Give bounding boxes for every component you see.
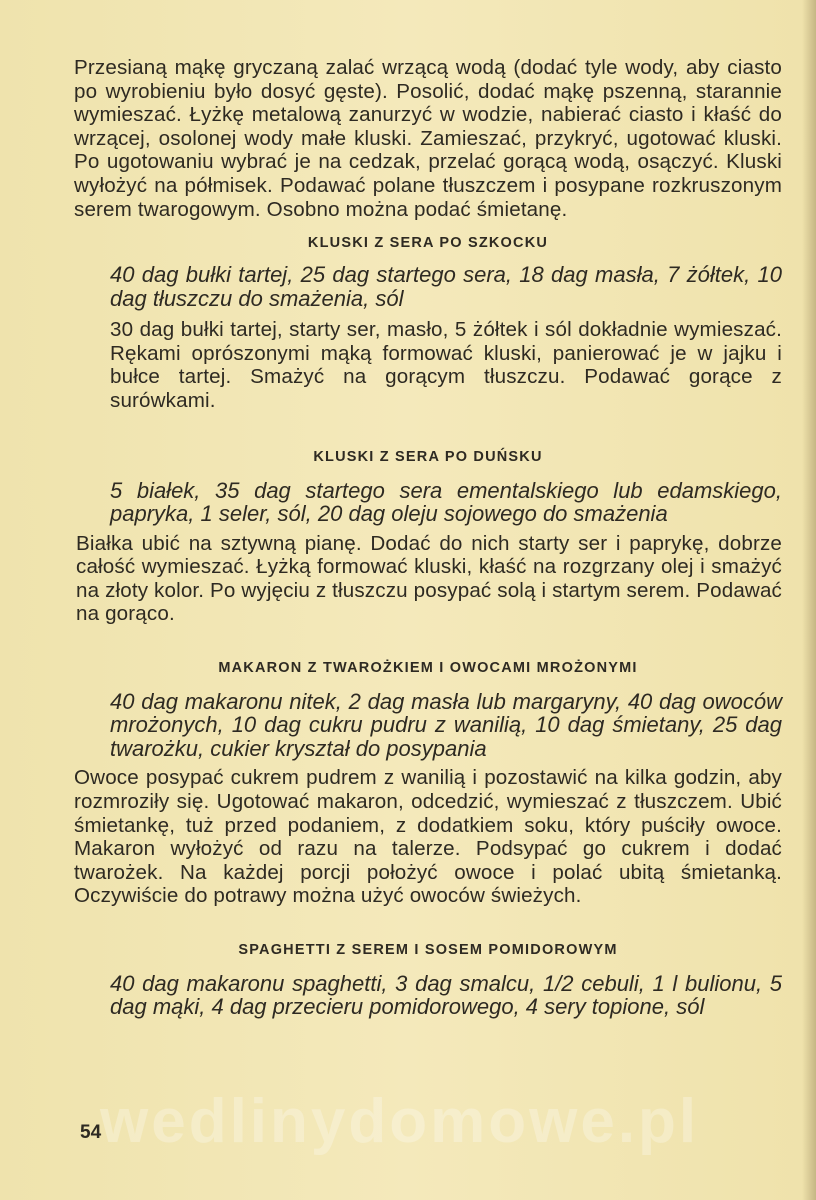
recipe-ingredients: 5 białek, 35 dag startego sera ementalskiego lub edamskiego, papryka, 1 seler, sól, 20 dag oleju sojowego do smażenia	[110, 477, 782, 527]
recipe-title: KLUSKI Z SERA PO SZKOCKU	[307, 235, 549, 252]
recipe-method: Owoce posypać cukrem pudrem z wanilią i pozostawić na kilka godzin, aby rozmroziły się. Ugotować makaron, odcedzić, wymieszać z tłuszczem. Ubić śmietankę, tuż przed podaniem, z dodatkiem soku, który puściły owoce. Makaron wyłożyć od razu na talerze. Podsypać go cukrem i dodać twarożek. Na każdej porcji położyć owoce i polać ubitą śmietanką. Oczywiście do potrawy można użyć owoców świeżych.	[74, 766, 782, 908]
page-content	[74, 56, 782, 1019]
recipe-method: Białka ubić na sztywną pianę. Dodać do nich starty ser i paprykę, dobrze całość wymieszać. Łyżką formować kluski, kłaść na rozgrzany olej i smażyć na złoty kolor. Po wyjęciu z tłuszczu posypać solą i startym serem. Podawać na gorąco.	[76, 531, 782, 626]
recipe-title: MAKARON Z TWAROŻKIEM I OWOCAMI MROŻONYMI	[218, 659, 638, 676]
recipe-ingredients: 40 dag bułki tartej, 25 dag startego sera, 18 dag masła, 7 żółtek, 10 dag tłuszczu do smażenia, sól	[110, 262, 782, 311]
recipe-method: 30 dag bułki tartej, starty ser, masło, 5 żółtek i sól dokładnie wymieszać. Rękami oprószonymi mąką formować kluski, panierować je w jajku i bułce tartej. Smażyć na gorącym tłuszczu. Podawać gorące z surówkami.	[110, 318, 782, 412]
recipe-ingredients: 40 dag makaronu nitek, 2 dag masła lub margaryny, 40 dag owoców mrożonych, 10 dag cukru pudru z wanilią, 10 dag śmietany, 25 dag twarożku, cukier kryształ do posypania	[110, 688, 782, 761]
recipe-title: KLUSKI Z SERA PO DUŃSKU	[313, 448, 543, 465]
page-number: 54	[80, 1122, 102, 1143]
recipe-ingredients: 40 dag makaronu spaghetti, 3 dag smalcu, 1/2 cebuli, 1 l bulionu, 5 dag mąki, 4 dag przecieru pomidorowego, 4 sery topione, sól	[110, 970, 782, 1020]
intro-paragraph: Przesianą mąkę gryczaną zalać wrzącą wodą (dodać tyle wody, aby ciasto po wyrobieniu było dosyć gęste). Posolić, dodać mąkę pszenną, starannie wymieszać. Łyżkę metalową zanurzyć w wodzie, nabierać ciasto i kłaść do wrzącej, osolonej wody małe kluski. Zamieszać, przykryć, ugotować kluski. Po ugotowaniu wybrać je na cedzak, przelać gorącą wodą, osączyć. Kluski wyłożyć na półmisek. Podawać polane tłuszczem i posypane rozkruszonym serem twarogowym. Osobno można podać śmietanę.	[74, 56, 782, 221]
page-edge-shadow	[802, 0, 816, 1200]
watermark: wedlinydomowe.pl	[100, 1087, 700, 1156]
recipe-title: SPAGHETTI Z SEREM I SOSEM POMIDOROWYM	[238, 941, 618, 958]
